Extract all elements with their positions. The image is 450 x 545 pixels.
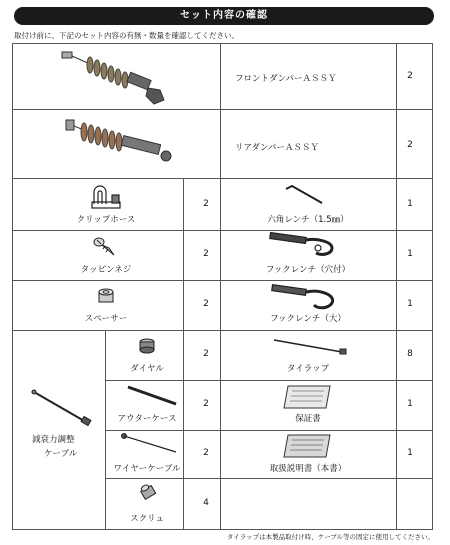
screw-qty: 4 <box>203 498 209 508</box>
dial-qty: 2 <box>203 349 209 359</box>
cable-assembly-label-2: ケーブル <box>44 449 78 459</box>
outer-case-qty: 2 <box>203 399 209 409</box>
tie-wrap-label: タイラップ <box>286 364 330 374</box>
cable-assembly-icon <box>30 388 94 428</box>
outer-case-icon <box>124 384 180 408</box>
front-damper-icon <box>60 46 170 108</box>
instruction-text: 取付け前に、下記のセット内容の有無・数量を確認してください。 <box>14 31 239 40</box>
tapping-screw-label: タッピンネジ <box>80 265 132 275</box>
manual-document-icon <box>280 433 336 459</box>
rear-damper-label: リアダンパーＡＳＳＹ <box>235 143 319 153</box>
footnote: タイラップは本製品取付け時、ケーブル等の固定に使用してください。 <box>226 533 434 541</box>
spacer-icon <box>96 287 116 307</box>
tapping-screw-icon <box>92 235 118 259</box>
hook-wrench-hole-icon <box>266 232 342 258</box>
tapping-screw-qty: 2 <box>203 249 209 259</box>
hook-wrench-large-icon <box>268 283 342 311</box>
front-damper-qty: 2 <box>407 71 413 81</box>
tie-wrap-qty: 8 <box>407 349 413 359</box>
hex-wrench-label: 六角レンチ（1.5㎜） <box>267 215 349 225</box>
wire-cable-qty: 2 <box>203 448 209 458</box>
hook-wrench-large-qty: 1 <box>407 299 413 309</box>
dial-label: ダイヤル <box>130 364 164 374</box>
warranty-document-icon <box>280 384 336 410</box>
clip-hose-icon <box>88 184 124 210</box>
screw-icon <box>138 482 158 502</box>
rear-damper-icon <box>62 114 180 170</box>
wire-cable-label: ワイヤーケーブル <box>113 464 181 474</box>
hook-wrench-hole-qty: 1 <box>407 249 413 259</box>
hook-wrench-hole-label: フックレンチ（穴付） <box>265 265 351 275</box>
spacer-qty: 2 <box>203 299 209 309</box>
wire-cable-icon <box>118 432 180 456</box>
clip-hose-label: クリップホース <box>76 215 136 225</box>
dial-icon <box>136 335 158 357</box>
spacer-label: スペーサー <box>84 314 128 324</box>
warranty-qty: 1 <box>407 399 413 409</box>
screw-label: スクリュ <box>130 514 164 524</box>
cable-assembly-label-1: 減衰力調整 <box>32 435 75 445</box>
hook-wrench-large-label: フックレンチ（大） <box>270 314 346 324</box>
manual-label: 取扱説明書（本書） <box>269 464 347 474</box>
hex-wrench-qty: 1 <box>407 199 413 209</box>
page-header: セット内容の確認 <box>14 7 434 25</box>
rear-damper-qty: 2 <box>407 140 413 150</box>
clip-hose-qty: 2 <box>203 199 209 209</box>
hex-wrench-icon <box>282 183 326 207</box>
tie-wrap-icon <box>270 336 350 356</box>
warranty-label: 保証書 <box>295 414 321 424</box>
front-damper-label: フロントダンパーＡＳＳＹ <box>235 74 337 84</box>
manual-qty: 1 <box>407 448 413 458</box>
outer-case-label: アウターケース <box>117 414 177 424</box>
